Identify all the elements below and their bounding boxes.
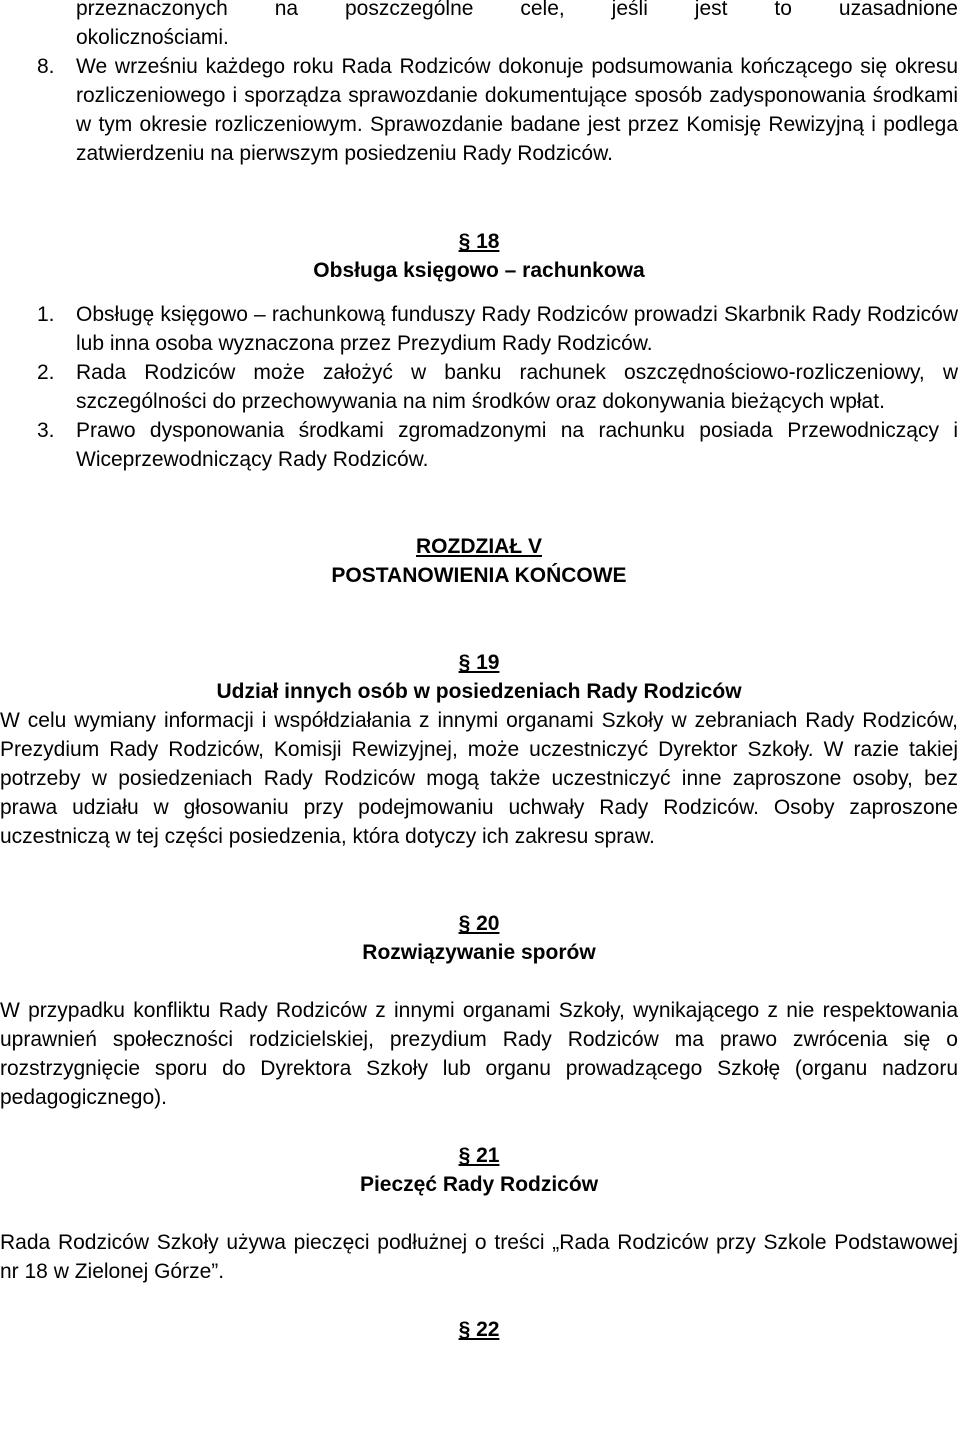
section-19-title: Udział innych osób w posiedzeniach Rady Rodziców bbox=[216, 680, 742, 703]
list-number: 1. bbox=[37, 303, 55, 326]
chapter-title: POSTANOWIENIA KOŃCOWE bbox=[331, 564, 627, 587]
section-19-number: § 19 bbox=[458, 651, 500, 674]
section-20-number: § 20 bbox=[458, 912, 500, 935]
list-item-text: Rada Rodziców może założyć w banku rachunek oszczędnościowo-rozliczeniowy, w szczególności do przechowywania na nim środków oraz dokonywania bieżących wpłat. bbox=[76, 361, 958, 413]
list-item-8 bbox=[0, 52, 958, 168]
list-number: 8. bbox=[37, 55, 55, 78]
section-20-title: Rozwiązywanie sporów bbox=[362, 941, 596, 964]
section-21-number: § 21 bbox=[458, 1144, 500, 1167]
list-item bbox=[0, 358, 958, 416]
section-22-number: § 22 bbox=[458, 1318, 500, 1341]
list-item bbox=[0, 300, 958, 358]
section-18-title: Obsługa księgowo – rachunkowa bbox=[313, 259, 645, 282]
continuation-line-2: okolicznościami. bbox=[76, 26, 229, 49]
list-item bbox=[0, 416, 958, 474]
section-20-text: W przypadku konfliktu Rady Rodziców z innymi organami Szkoły, wynikającego z nie respektowania uprawnień społeczności rodzicielskiej, prezydium Rady Rodziców ma prawo zwrócenia się o rozstrzygnięcie sporu do Dyrektora Szkoły lub organu prowadzącego Szkołę (organu nadzoru pedagogicznego). bbox=[0, 999, 958, 1109]
continuation-line-1: przeznaczonych na poszczególne cele, jeśli jest to uzasadnione bbox=[76, 0, 958, 20]
section-19-text: W celu wymiany informacji i współdziałania z innymi organami Szkoły w zebraniach Rady Rodziców, Prezydium Rady Rodziców, Komisji Rewizyjnej, może uczestniczyć Dyrektor Szkoły. W razie takiej potrzeby w posiedzeniach Rady Rodziców mogą także uczestniczyć inne zaproszone osoby, bez prawa udziału w głosowaniu przy podejmowaniu uchwały Rady Rodziców. Osoby zaproszone uczestniczą w tej części posiedzenia, która dotyczy ich zakresu spraw. bbox=[0, 709, 958, 848]
section-21-text: Rada Rodziców Szkoły używa pieczęci podłużnej o treści „Rada Rodziców przy Szkole Podstawowej nr 18 w Zielonej Górze”. bbox=[0, 1231, 958, 1283]
list-item-text: Prawo dysponowania środkami zgromadzonymi na rachunku posiada Przewodniczący i Wiceprzewodniczący Rady Rodziców. bbox=[76, 419, 958, 471]
list-number: 3. bbox=[37, 419, 55, 442]
chapter-label: ROZDZIAŁ V bbox=[416, 535, 542, 558]
list-item-text: We wrześniu każdego roku Rada Rodziców dokonuje podsumowania kończącego się okresu rozliczeniowego i sporządza sprawozdanie dokumentujące sposób zadysponowania środkami w tym okresie rozliczeniowym. Sprawozdanie badane jest przez Komisję Rewizyjną i podlega zatwierdzeniu na pierwszym posiedzeniu Rady Rodziców. bbox=[76, 55, 958, 165]
section-21-title: Pieczęć Rady Rodziców bbox=[359, 1173, 599, 1196]
section-18-number: § 18 bbox=[458, 230, 500, 253]
list-item-text: Obsługę księgowo – rachunkową funduszy Rady Rodziców prowadzi Skarbnik Rady Rodziców lub inna osoba wyznaczona przez Prezydium Rady Rodziców. bbox=[76, 303, 958, 355]
list-number: 2. bbox=[37, 361, 55, 384]
